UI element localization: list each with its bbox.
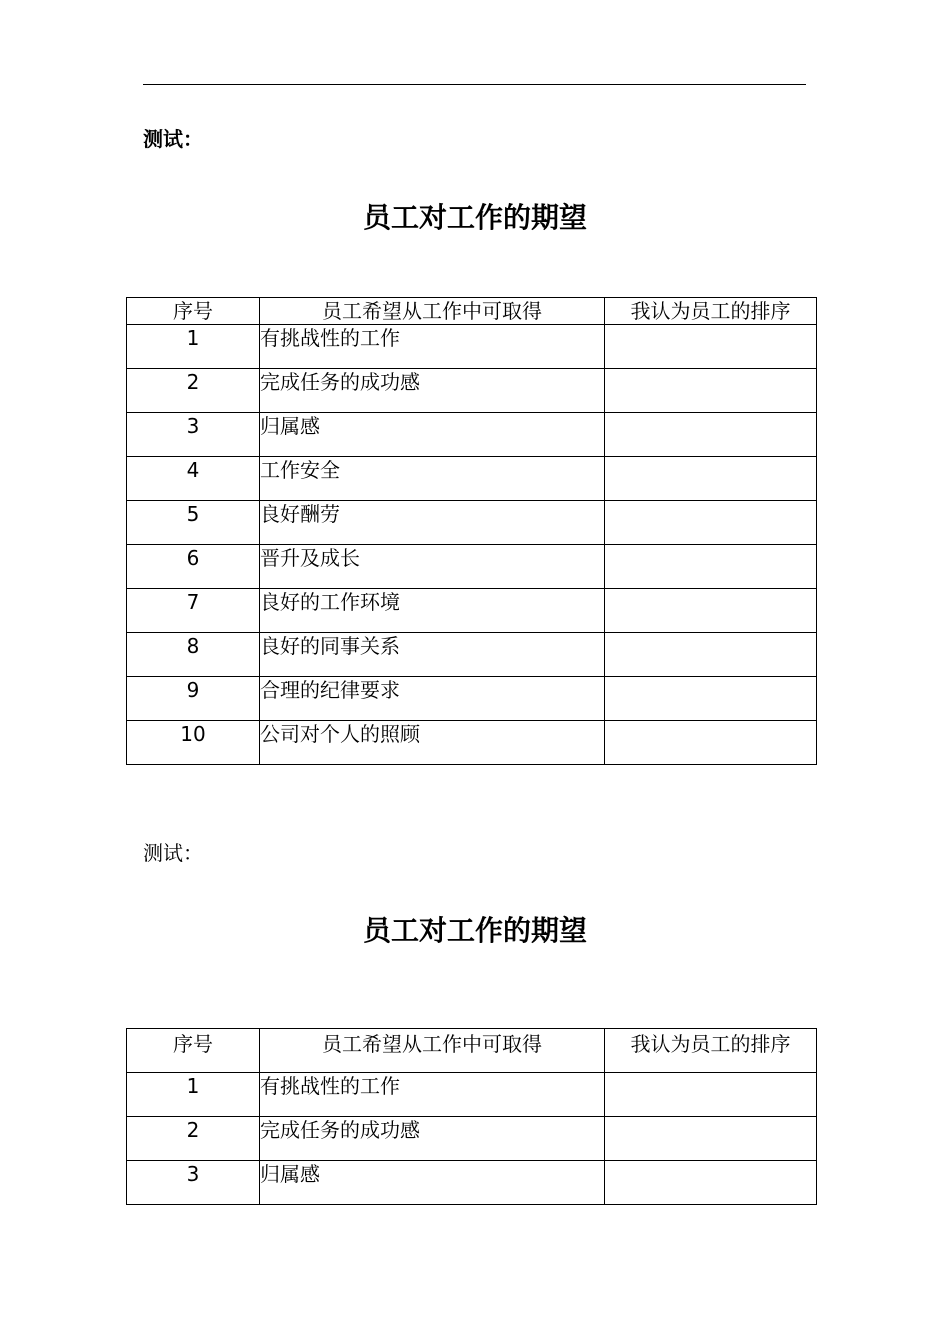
row-item: 完成任务的成功感	[260, 1117, 605, 1161]
table-row	[127, 1161, 817, 1205]
row-number: 1	[127, 1073, 260, 1117]
header-item: 员工希望从工作中可取得	[260, 298, 605, 325]
rank-cell[interactable]	[605, 1161, 817, 1205]
row-item: 工作安全	[260, 457, 605, 501]
rank-cell[interactable]	[605, 545, 817, 589]
rank-cell[interactable]	[605, 457, 817, 501]
expectations-table-2	[126, 1028, 817, 1205]
row-item: 归属感	[260, 413, 605, 457]
row-number: 7	[127, 589, 260, 633]
row-item: 完成任务的成功感	[260, 369, 605, 413]
header-seq: 序号	[127, 1029, 260, 1073]
table-row	[127, 633, 817, 677]
table-header-row	[127, 1029, 817, 1073]
section-1-title: 员工对工作的期望	[362, 201, 587, 234]
row-number: 3	[127, 1161, 260, 1205]
row-number: 9	[127, 677, 260, 721]
row-number: 8	[127, 633, 260, 677]
rank-cell[interactable]	[605, 589, 817, 633]
row-number: 1	[127, 325, 260, 369]
row-item: 良好酬劳	[260, 501, 605, 545]
table-row	[127, 589, 817, 633]
table-row	[127, 369, 817, 413]
row-number: 3	[127, 413, 260, 457]
rank-cell[interactable]	[605, 501, 817, 545]
rank-cell[interactable]	[605, 677, 817, 721]
row-item: 良好的工作环境	[260, 589, 605, 633]
row-number: 10	[127, 721, 260, 765]
rank-cell[interactable]	[605, 413, 817, 457]
table-row	[127, 721, 817, 765]
table-row	[127, 501, 817, 545]
table-row	[127, 1073, 817, 1117]
table-row	[127, 325, 817, 369]
header-rank: 我认为员工的排序	[605, 298, 817, 325]
rank-cell[interactable]	[605, 721, 817, 765]
table-header-row	[127, 298, 817, 325]
header-item: 员工希望从工作中可取得	[260, 1029, 605, 1073]
header-rank: 我认为员工的排序	[605, 1029, 817, 1073]
section-2-label: 测试：	[143, 841, 203, 865]
row-number: 2	[127, 369, 260, 413]
row-number: 6	[127, 545, 260, 589]
table-row	[127, 413, 817, 457]
row-item: 归属感	[260, 1161, 605, 1205]
rank-cell[interactable]	[605, 1117, 817, 1161]
row-item: 晋升及成长	[260, 545, 605, 589]
section-1-label: 测试：	[143, 127, 203, 151]
rank-cell[interactable]	[605, 1073, 817, 1117]
row-item: 有挑战性的工作	[260, 1073, 605, 1117]
rank-cell[interactable]	[605, 369, 817, 413]
table-row	[127, 677, 817, 721]
row-item: 合理的纪律要求	[260, 677, 605, 721]
row-number: 4	[127, 457, 260, 501]
row-item: 公司对个人的照顾	[260, 721, 605, 765]
row-item: 有挑战性的工作	[260, 325, 605, 369]
rank-cell[interactable]	[605, 325, 817, 369]
header-rule	[143, 84, 806, 85]
row-number: 5	[127, 501, 260, 545]
header-seq: 序号	[127, 298, 260, 325]
expectations-table-1	[126, 297, 817, 765]
rank-cell[interactable]	[605, 633, 817, 677]
row-number: 2	[127, 1117, 260, 1161]
table-row	[127, 545, 817, 589]
section-2-title: 员工对工作的期望	[362, 914, 587, 947]
table-row	[127, 1117, 817, 1161]
row-item: 良好的同事关系	[260, 633, 605, 677]
table-row	[127, 457, 817, 501]
